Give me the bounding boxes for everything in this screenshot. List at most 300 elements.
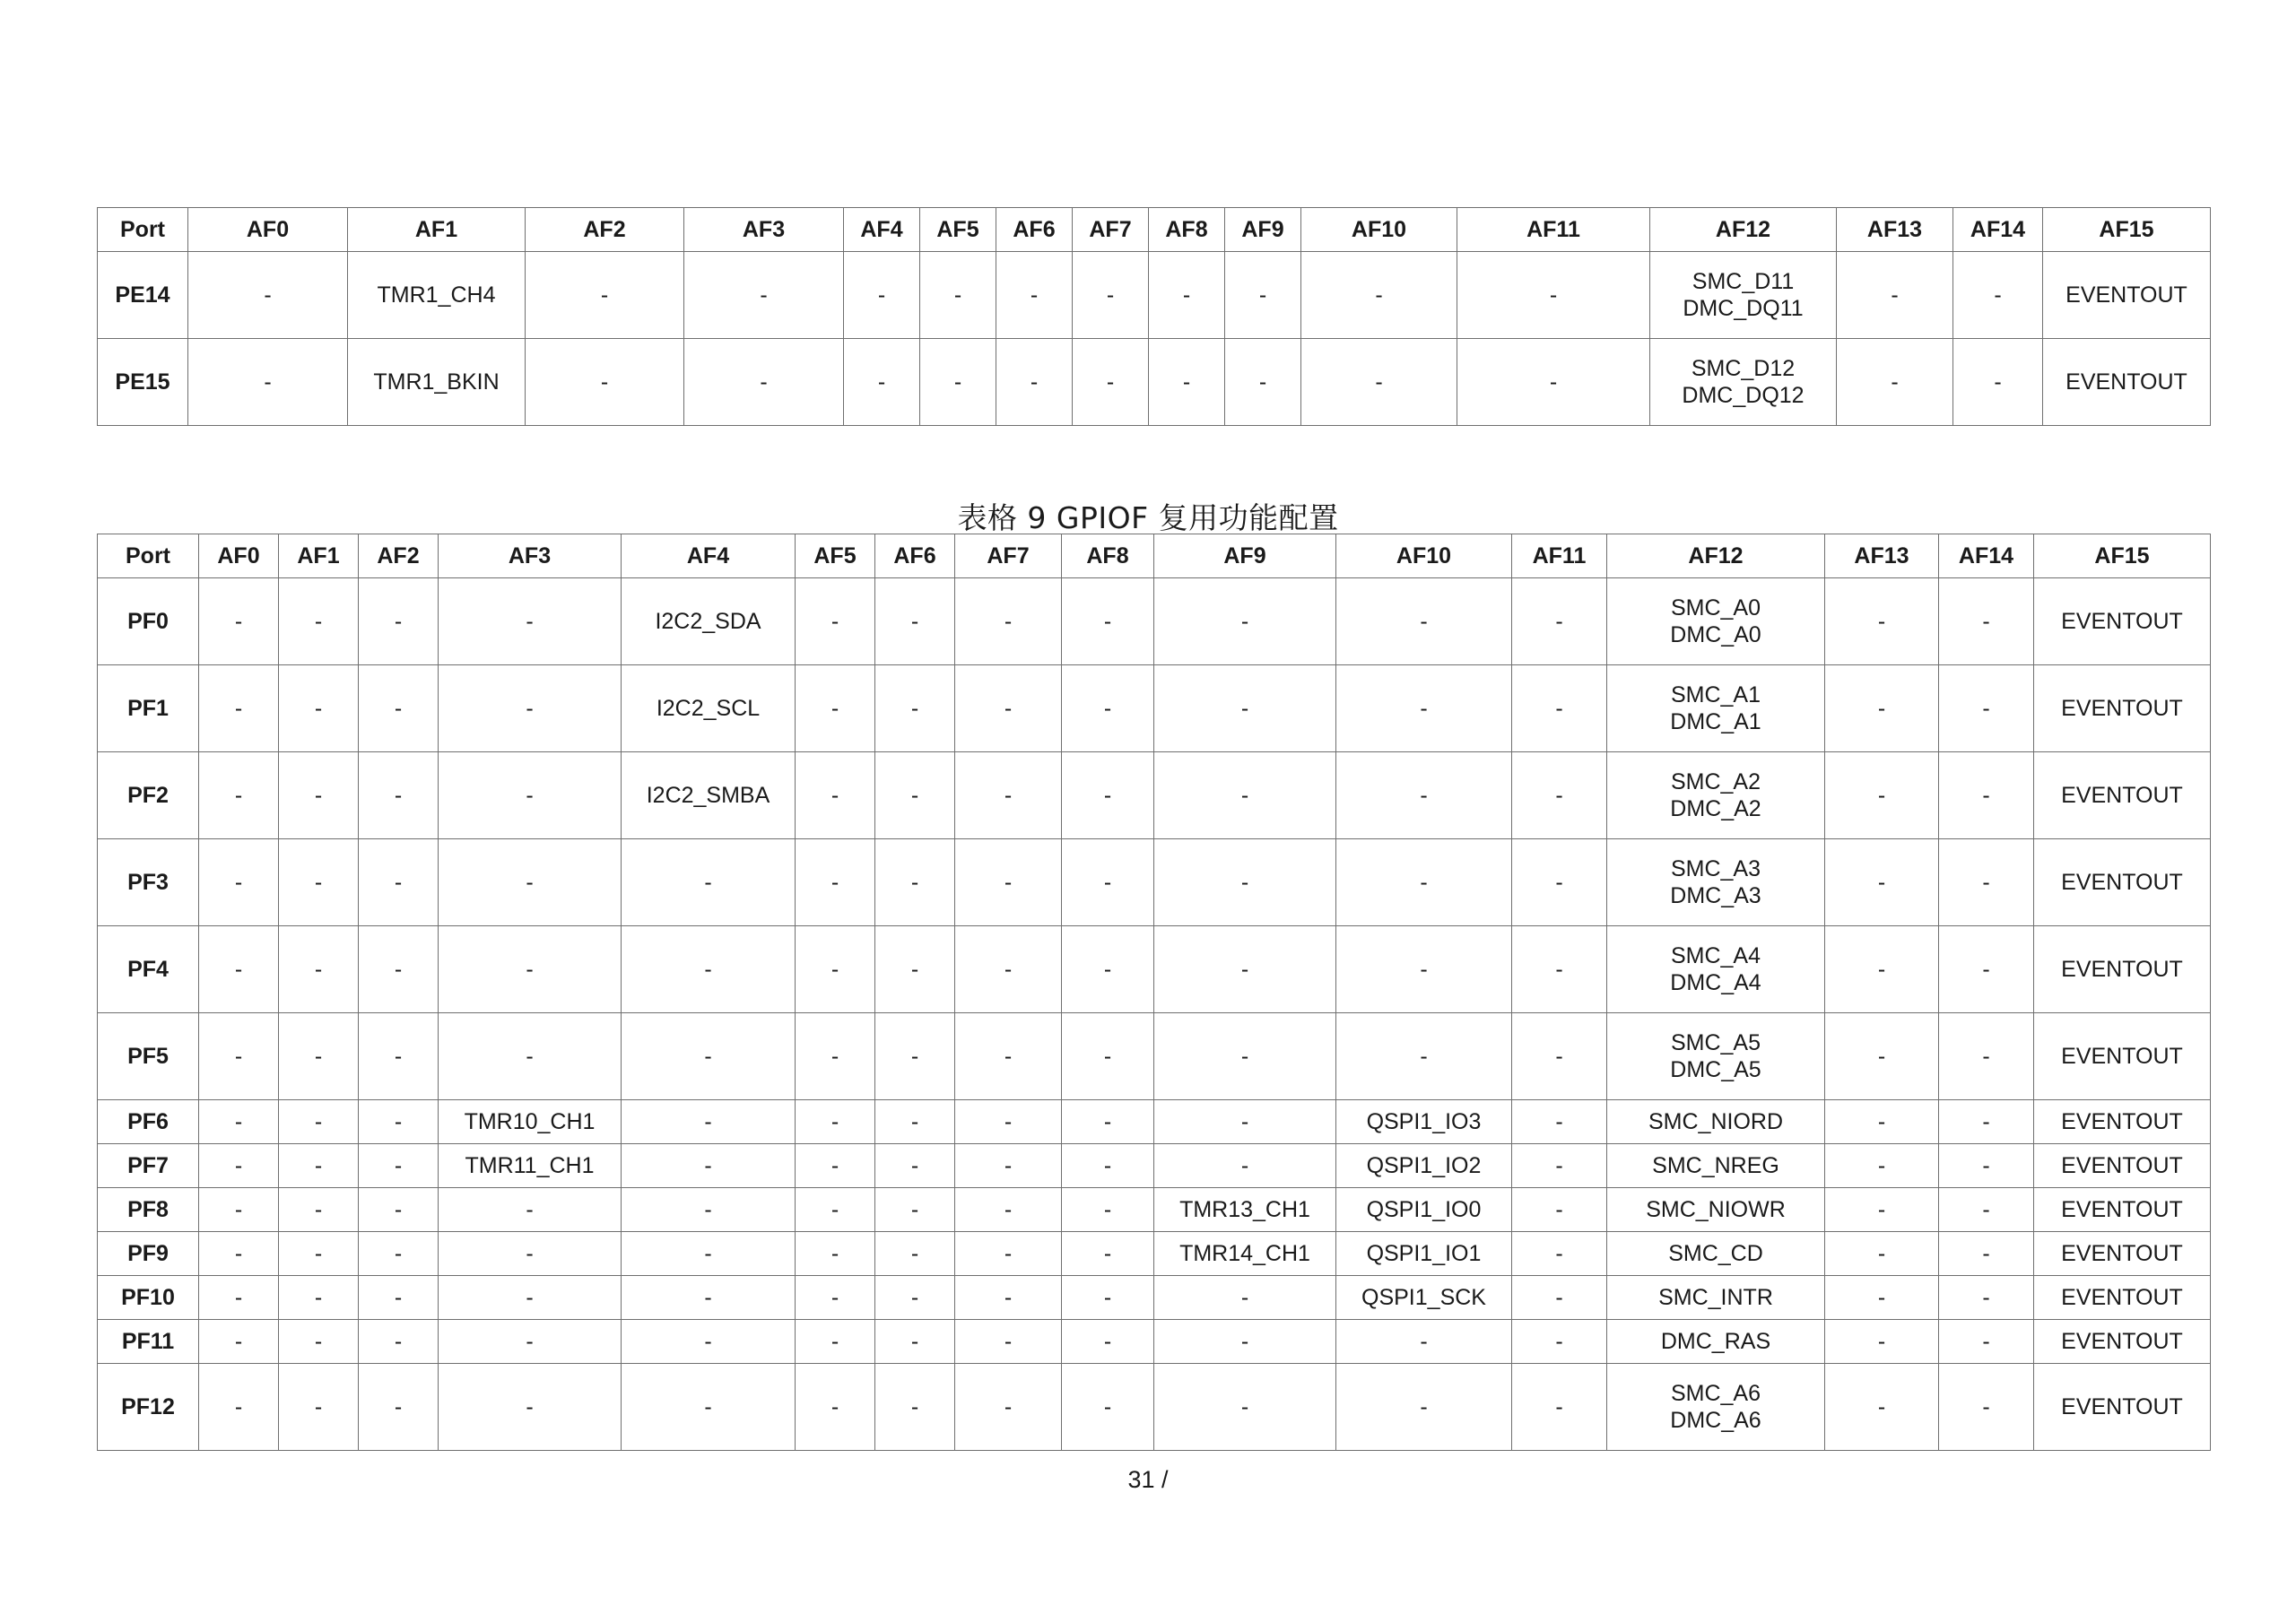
af-cell: - [1154,1100,1336,1144]
af-cell: - [622,1232,796,1276]
af-cell: - [622,1320,796,1364]
af-cell: EVENTOUT [2034,1188,2211,1232]
af-cell: - [1512,1276,1607,1320]
af-cell: - [359,1232,439,1276]
column-header: AF11 [1457,208,1650,252]
af-cell: - [1062,1144,1154,1188]
af-cell-line: DMC_A6 [1670,1408,1761,1433]
af-cell: - [279,1232,359,1276]
af-cell: - [622,1188,796,1232]
af-cell: - [875,1013,955,1100]
af-cell: - [199,1144,279,1188]
af-cell: - [1457,252,1650,339]
af-cell: - [1825,926,1939,1013]
port-cell: PF11 [98,1320,199,1364]
af-cell: - [1336,1364,1512,1451]
af-cell: QSPI1_IO2 [1336,1144,1512,1188]
af-cell: - [1939,1276,2034,1320]
af-cell: EVENTOUT [2034,665,2211,752]
af-cell: - [796,1013,875,1100]
af-cell: DMC_RAS [1607,1320,1825,1364]
af-cell: - [439,665,622,752]
af-cell: TMR11_CH1 [439,1144,622,1188]
af-cell: - [622,1276,796,1320]
af-cell-line: DMC_A1 [1670,709,1761,734]
af-cell: - [359,578,439,665]
af-cell: - [875,752,955,839]
column-header: AF10 [1301,208,1457,252]
af-cell: - [1154,1320,1336,1364]
af-cell [1607,1364,1825,1451]
table-row [98,839,2211,926]
af-cell: - [1336,1013,1512,1100]
af-cell: - [955,926,1062,1013]
port-cell: PF10 [98,1276,199,1320]
af-cell: - [1154,1144,1336,1188]
table-row [98,1276,2211,1320]
af-cell: EVENTOUT [2034,1364,2211,1451]
af-cell: - [622,1364,796,1451]
af-cell: - [1512,665,1607,752]
af-cell: - [1825,752,1939,839]
af-cell: - [1825,1013,1939,1100]
af-cell: - [1336,665,1512,752]
af-cell: - [1149,252,1225,339]
column-header: AF10 [1336,534,1512,578]
af-cell: - [1154,839,1336,926]
af-cell: - [199,1232,279,1276]
af-cell: - [955,1188,1062,1232]
af-cell-line: SMC_A2 [1670,769,1761,794]
af-cell: - [279,665,359,752]
af-cell: - [1512,1144,1607,1188]
af-cell: EVENTOUT [2034,1276,2211,1320]
af-cell: - [796,1320,875,1364]
af-cell: EVENTOUT [2034,578,2211,665]
af-cell: - [1512,1320,1607,1364]
table-row [98,1013,2211,1100]
port-cell: PF7 [98,1144,199,1188]
af-cell: - [1953,339,2043,426]
af-cell: - [1939,1100,2034,1144]
af-cell: - [875,1320,955,1364]
port-cell: PF0 [98,578,199,665]
af-cell: - [1825,1232,1939,1276]
af-cell: - [875,1364,955,1451]
port-cell: PE14 [98,252,188,339]
af-cell: - [875,1100,955,1144]
af-cell: - [955,578,1062,665]
af-cell: - [875,578,955,665]
af-cell: - [796,665,875,752]
af-cell: EVENTOUT [2034,839,2211,926]
af-cell [1650,339,1837,426]
af-cell: - [1837,339,1953,426]
af-cell-line: SMC_D11 [1692,269,1795,294]
af-cell: - [526,339,684,426]
af-cell: - [1336,578,1512,665]
af-cell: - [279,839,359,926]
af-cell: SMC_NIOWR [1607,1188,1825,1232]
af-cell: - [1336,752,1512,839]
table-row [98,339,2211,426]
af-cell: - [439,1013,622,1100]
af-cell [1607,665,1825,752]
af-cell: - [1939,926,2034,1013]
port-cell: PF5 [98,1013,199,1100]
af-cell-line: SMC_A4 [1670,943,1761,968]
af-cell [1607,926,1825,1013]
port-cell: PF6 [98,1100,199,1144]
af-cell: - [622,1013,796,1100]
af-cell: - [622,926,796,1013]
af-cell: - [1825,1144,1939,1188]
af-cell: - [955,839,1062,926]
af-cell-line: SMC_D12 [1691,356,1796,381]
column-header: AF13 [1837,208,1953,252]
af-cell: - [1062,665,1154,752]
af-cell: - [1073,339,1149,426]
table-caption: 表格 9 GPIOF 复用功能配置 [957,500,1339,535]
column-header: AF7 [1073,208,1149,252]
column-header: AF11 [1512,534,1607,578]
af-cell: - [1939,1188,2034,1232]
table-row [98,252,2211,339]
af-cell: - [1512,1188,1607,1232]
column-header: AF2 [359,534,439,578]
af-cell: EVENTOUT [2043,339,2211,426]
table-row [98,1188,2211,1232]
af-cell: I2C2_SCL [622,665,796,752]
af-cell: - [1512,578,1607,665]
af-cell: - [1154,752,1336,839]
af-cell: - [1939,1232,2034,1276]
port-cell: PF9 [98,1232,199,1276]
port-cell: PF3 [98,839,199,926]
af-cell: - [359,926,439,1013]
af-cell: - [796,578,875,665]
af-cell: - [188,339,348,426]
af-cell: - [1939,665,2034,752]
af-cell: - [875,1232,955,1276]
af-cell: - [439,839,622,926]
column-header: AF9 [1154,534,1336,578]
af-cell: - [796,1100,875,1144]
table-row [98,1144,2211,1188]
af-cell: - [622,1100,796,1144]
af-cell: - [796,1276,875,1320]
af-cell: TMR1_CH4 [348,252,526,339]
af-cell: - [279,1144,359,1188]
af-cell: - [199,1188,279,1232]
af-cell: - [955,1013,1062,1100]
column-header: AF6 [996,208,1073,252]
column-header: AF13 [1825,534,1939,578]
af-cell: - [996,252,1073,339]
af-cell: - [844,339,920,426]
af-cell: - [1512,1232,1607,1276]
af-cell: - [1512,839,1607,926]
af-cell: - [1512,1100,1607,1144]
af-cell: - [1939,1320,2034,1364]
af-cell: - [199,1364,279,1451]
af-cell: - [359,1364,439,1451]
af-cell: - [1154,1013,1336,1100]
af-cell: - [955,1100,1062,1144]
af-cell: - [796,1188,875,1232]
af-cell: - [1825,665,1939,752]
af-cell: - [439,1188,622,1232]
af-cell: - [622,839,796,926]
af-cell [1607,578,1825,665]
af-cell [1650,252,1837,339]
column-header: AF0 [188,208,348,252]
af-cell: - [796,926,875,1013]
af-cell: - [875,1144,955,1188]
af-cell: - [844,252,920,339]
af-cell: EVENTOUT [2034,926,2211,1013]
af-cell: TMR14_CH1 [1154,1232,1336,1276]
page-number: 31 / [1127,1466,1169,1493]
af-cell: EVENTOUT [2034,752,2211,839]
port-cell: PF8 [98,1188,199,1232]
af-cell: - [1154,926,1336,1013]
af-cell: - [439,1232,622,1276]
af-cell: - [1939,752,2034,839]
af-cell: - [622,1144,796,1188]
column-header: AF12 [1650,208,1837,252]
port-cell: PF1 [98,665,199,752]
column-header: AF8 [1149,208,1225,252]
af-cell: - [796,1364,875,1451]
af-cell: - [1062,1276,1154,1320]
column-header: AF4 [844,208,920,252]
af-cell: - [955,1144,1062,1188]
af-cell: - [1149,339,1225,426]
af-cell: - [1225,339,1301,426]
af-cell: - [684,252,844,339]
af-cell: - [1062,752,1154,839]
af-cell: - [1062,1364,1154,1451]
af-cell: - [199,839,279,926]
af-cell-line: DMC_A2 [1670,796,1761,821]
af-cell-line: SMC_A3 [1670,856,1761,881]
af-cell: TMR1_BKIN [348,339,526,426]
af-cell: - [279,578,359,665]
af-cell: - [875,665,955,752]
af-cell: - [1062,1188,1154,1232]
af-cell: EVENTOUT [2034,1320,2211,1364]
af-cell: - [1062,1320,1154,1364]
af-cell: - [955,752,1062,839]
af-cell: - [359,839,439,926]
af-cell: - [359,1320,439,1364]
af-cell: - [359,665,439,752]
table-row [98,1100,2211,1144]
gpioe-af-table [97,207,2211,426]
af-cell: - [1154,1364,1336,1451]
column-header: Port [98,534,199,578]
table-row [98,926,2211,1013]
af-cell: - [955,1320,1062,1364]
af-cell: EVENTOUT [2034,1100,2211,1144]
af-cell: - [359,752,439,839]
port-cell: PF12 [98,1364,199,1451]
af-cell: - [1062,926,1154,1013]
af-cell: - [1225,252,1301,339]
port-cell: PF4 [98,926,199,1013]
af-cell: - [359,1276,439,1320]
af-cell-line: SMC_A0 [1670,595,1761,621]
af-cell: - [279,1364,359,1451]
af-cell: - [359,1100,439,1144]
af-cell: - [1336,926,1512,1013]
af-cell-line: SMC_A1 [1670,682,1761,707]
table-row [98,1232,2211,1276]
af-cell: - [1512,1364,1607,1451]
af-cell: - [1939,1013,2034,1100]
gpiof-af-table [97,534,2211,1451]
af-cell: - [1939,839,2034,926]
af-cell-line: DMC_DQ12 [1682,383,1805,408]
af-cell: - [1457,339,1650,426]
af-cell: EVENTOUT [2034,1232,2211,1276]
af-cell: - [796,839,875,926]
af-cell: EVENTOUT [2043,252,2211,339]
af-cell: SMC_NREG [1607,1144,1825,1188]
af-cell: QSPI1_IO1 [1336,1232,1512,1276]
af-cell: - [1073,252,1149,339]
af-cell: - [1062,1013,1154,1100]
table-header-row [98,534,2211,578]
af-cell: - [1062,1100,1154,1144]
af-cell: - [1825,1364,1939,1451]
af-cell-line: DMC_DQ11 [1683,296,1804,321]
table-header-row [98,208,2211,252]
table-row [98,752,2211,839]
af-cell: - [1336,839,1512,926]
af-cell: I2C2_SMBA [622,752,796,839]
af-cell-line: DMC_A4 [1670,970,1761,995]
af-cell: QSPI1_SCK [1336,1276,1512,1320]
af-cell: - [1825,578,1939,665]
af-cell: - [1301,252,1457,339]
af-cell: QSPI1_IO0 [1336,1188,1512,1232]
af-cell: EVENTOUT [2034,1144,2211,1188]
column-header: AF2 [526,208,684,252]
af-cell: - [359,1013,439,1100]
af-cell: - [526,252,684,339]
af-cell: - [1062,839,1154,926]
af-cell: QSPI1_IO3 [1336,1100,1512,1144]
af-cell: - [1825,1276,1939,1320]
af-cell: - [1301,339,1457,426]
af-cell: - [1953,252,2043,339]
af-cell: - [1825,1320,1939,1364]
af-cell: - [199,1276,279,1320]
af-cell: - [279,1276,359,1320]
column-header: AF6 [875,534,955,578]
column-header: AF8 [1062,534,1154,578]
af-cell-line: SMC_A6 [1670,1381,1761,1406]
af-cell-line: SMC_A5 [1670,1030,1761,1055]
af-cell: TMR13_CH1 [1154,1188,1336,1232]
af-cell: TMR10_CH1 [439,1100,622,1144]
af-cell: - [199,752,279,839]
af-cell: - [1062,578,1154,665]
af-cell-line: DMC_A0 [1670,622,1761,647]
af-cell: - [279,752,359,839]
af-cell: - [359,1144,439,1188]
column-header: AF15 [2034,534,2211,578]
af-cell: - [279,1188,359,1232]
column-header: AF3 [684,208,844,252]
port-cell: PF2 [98,752,199,839]
af-cell: - [1336,1320,1512,1364]
af-cell: - [955,665,1062,752]
af-cell: - [875,839,955,926]
af-cell: - [796,1232,875,1276]
af-cell: - [796,752,875,839]
af-cell: - [1062,1232,1154,1276]
af-cell: - [1825,1100,1939,1144]
af-cell: - [279,1100,359,1144]
af-cell [1607,839,1825,926]
af-cell: - [955,1364,1062,1451]
af-cell: - [955,1276,1062,1320]
af-cell: EVENTOUT [2034,1013,2211,1100]
af-cell: - [1154,665,1336,752]
port-cell: PE15 [98,339,188,426]
af-cell: SMC_CD [1607,1232,1825,1276]
af-cell: - [439,752,622,839]
column-header: AF7 [955,534,1062,578]
af-cell: SMC_NIORD [1607,1100,1825,1144]
af-cell: - [188,252,348,339]
column-header: AF9 [1225,208,1301,252]
column-header: AF1 [279,534,359,578]
af-cell: - [1825,839,1939,926]
table-row [98,578,2211,665]
af-cell: - [875,1188,955,1232]
af-cell: I2C2_SDA [622,578,796,665]
af-cell: - [875,926,955,1013]
af-cell: - [1837,252,1953,339]
af-cell: - [796,1144,875,1188]
column-header: AF4 [622,534,796,578]
af-cell: - [199,578,279,665]
column-header: AF14 [1953,208,2043,252]
af-cell: - [1512,926,1607,1013]
column-header: AF5 [796,534,875,578]
af-cell: - [279,926,359,1013]
af-cell: - [1939,1144,2034,1188]
column-header: AF3 [439,534,622,578]
af-cell: - [199,1100,279,1144]
af-cell: - [439,1364,622,1451]
af-cell: - [1512,752,1607,839]
table-row [98,665,2211,752]
af-cell: SMC_INTR [1607,1276,1825,1320]
af-cell: - [199,665,279,752]
af-cell: - [996,339,1073,426]
af-cell: - [439,1320,622,1364]
af-cell: - [1154,1276,1336,1320]
column-header: Port [98,208,188,252]
af-cell: - [439,578,622,665]
column-header: AF14 [1939,534,2034,578]
af-cell: - [684,339,844,426]
